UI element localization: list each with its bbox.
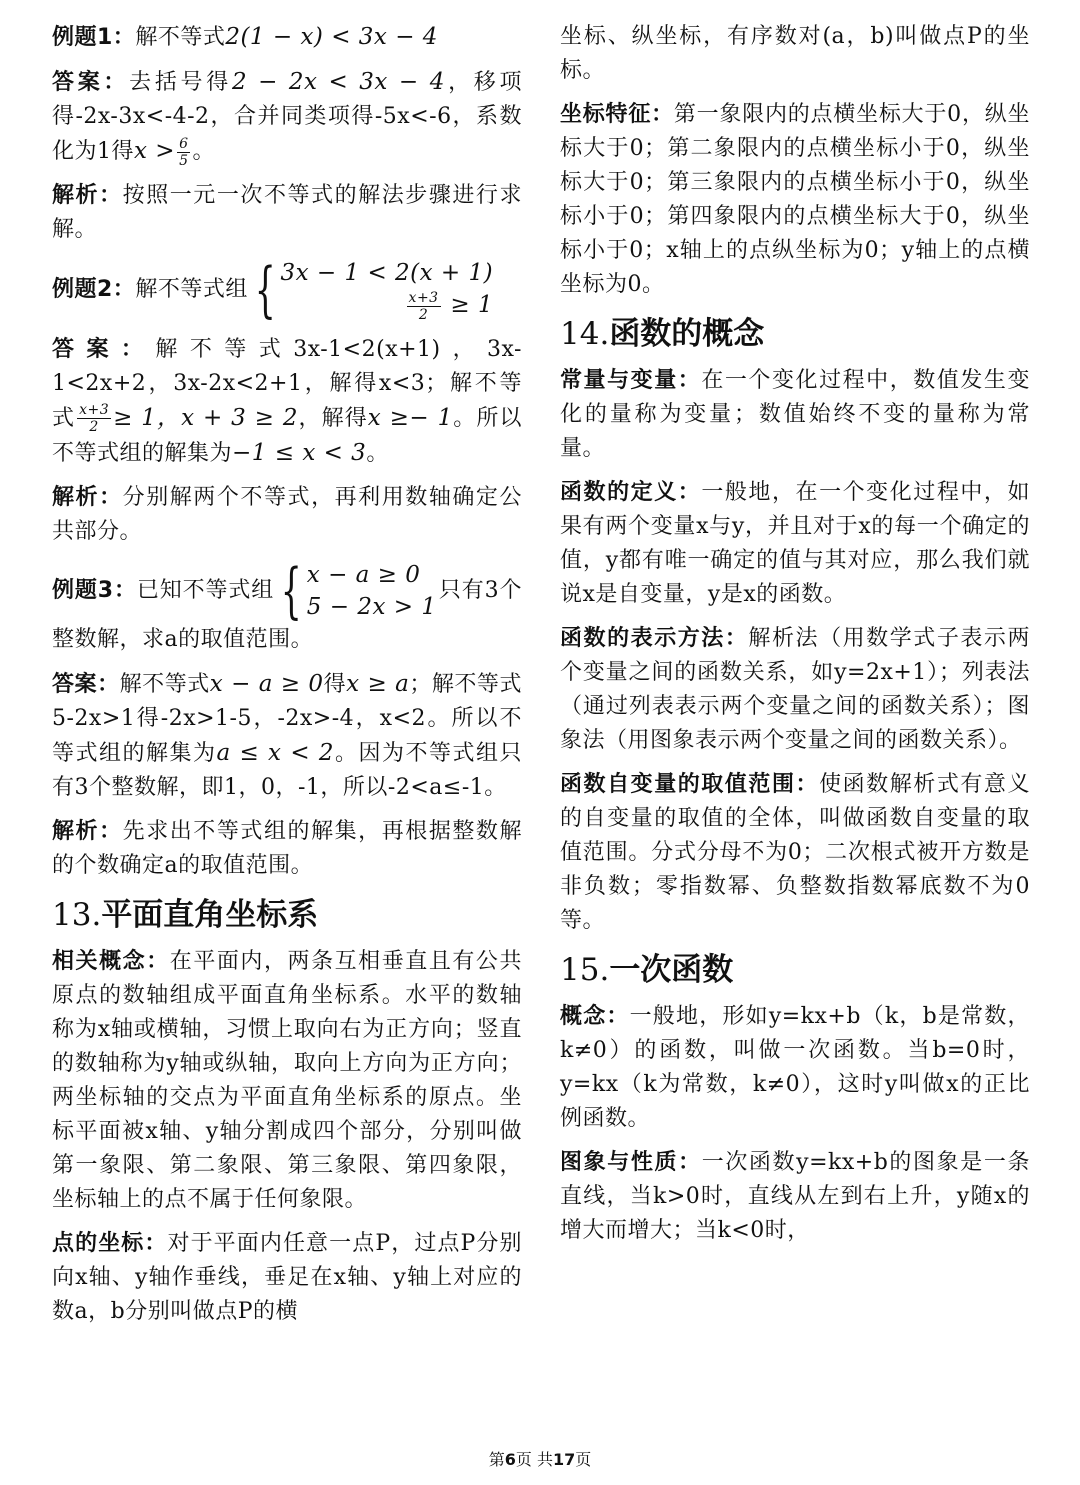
function-definition: 函数的定义：一般地，在一个变化过程中，如果有两个变量x与y，并且对于x的每一个确定的值，y都有唯一确定的值与其对应，那么我们就说x是自变量，y是x的函数。 [560, 480, 1030, 607]
page-total: 17 [552, 1450, 576, 1469]
function-representation: 函数的表示方法：解析法（用数学式子表示两个变量之间的函数关系，如y=2x+1）；列表法（通过列表表示两个变量之间的函数关系）；图象法（用图象表示两个变量之间的函数关系）。 [560, 626, 1030, 753]
constant-and-variable: 常量与变量：在一个变化过程中，数值发生变化的量称为变量；数值始终不变的量称为常量。 [560, 368, 1030, 461]
section-13-heading: 13.平面直角坐标系 [52, 896, 319, 933]
linear-function-concept: 概念：一般地，形如y=kx+b（k，b是常数，k≠0）的函数，叫做一次函数。当b=0时，y=kx（k为常数，k≠0），这时y叫做x的正比例函数。 [560, 1004, 1030, 1131]
left-column [52, 20, 522, 1339]
inequality-system: { 3x − 1 < 2(x + 1) $\frac{x+3}{2}$ ≥ 1 [254, 254, 494, 325]
section-14-heading: 14.函数的概念 [560, 316, 765, 352]
answer-1: 答案：去括号得2 − 2x < 3x − 4，移项得-2x-3x<-4-2，合并同类项得-5x<-6，系数化为1得x > $\frac{6}{5}$ 。 [52, 69, 522, 169]
page-footer: 第6页 共17页 [488, 1450, 592, 1469]
page-number: 6 [504, 1450, 516, 1469]
coordinate-feature: 坐标特征：第一象限内的点横坐标大于0，纵坐标大于0；第二象限内的点横坐标小于0，纵坐标大于0；第三象限内的点横坐标小于0，纵坐标小于0；第四象限内的点横坐标大于0，纵坐标小于0；x轴上的点纵坐标为0；y轴上的点横坐标为0。 [560, 102, 1030, 297]
answer-3: 答案：解不等式x − a ≥ 0得x ≥ a；解不等式5-2x>1得-2x>1-5，-2x>-4，x<2。所以不等式组的解集为a ≤ x < 2。因为不等式组只有3个整数解，即1，0，-1，所以-2<a≤-1。 [52, 670, 522, 800]
analysis-label: 解析： [52, 183, 123, 208]
inequality-system: { x − a ≥ 0 5 − 2x > 1 [280, 555, 437, 626]
fraction: $\frac{6}{5}$ [179, 135, 189, 169]
example-label: 例题2： [52, 276, 136, 302]
analysis-label: 解析： [52, 818, 123, 844]
analysis-3: 解析：先求出不等式组的解集，再根据整数解的个数确定a的取值范围。 [52, 818, 522, 878]
graph-and-properties: 图象与性质：一次函数y=kx+b的图象是一条直线，当k>0时，直线从左到右上升，y随x的增大而增大；当k<0时， [560, 1150, 1030, 1243]
section-15-heading: 15.一次函数 [560, 952, 734, 988]
fraction: $\frac{x+3}{2}$ [79, 402, 110, 435]
point-coordinate: 点的坐标：对于平面内任意一点P，过点P分别向x轴、y轴作垂线，垂足在x轴、y轴上对应的数a，b分别叫做点P的横 [52, 1230, 522, 1324]
analysis-label: 解析： [52, 484, 123, 510]
analysis-2: 解析：分别解两个不等式，再利用数轴确定公共部分。 [52, 484, 522, 544]
example-label: 例题1： [52, 25, 136, 50]
example-label: 例题3： [52, 577, 137, 603]
answer-label: 答案： [52, 671, 120, 697]
example-2: 例题2：解不等式组 { 3x − 1 < 2(x + 1) $\frac{x+3}{2}$ ≥ 1 [52, 254, 494, 325]
example-3: 例题3：已知不等式组 { x − a ≥ 0 5 − 2x > 1 只有3个整数解，求a的取值范围。 [52, 555, 522, 652]
point-coordinate-continued: 坐标、纵坐标，有序数对(a，b)叫做点P的坐标。 [560, 24, 1030, 83]
example-1: 例题1：解不等式2(1 − x) < 3x − 4 [52, 24, 438, 50]
answer-2: 答案：解不等式3x-1<2(x+1)，3x-1<2x+2，3x-2x<2+1，解得x<3；解不等式 $\frac{x+3}{2}$ ≥ 1，x + 3 ≥ 2，解得x ≥− 1。所以不等式组的解集为−1 ≤ x < 3。 [52, 336, 522, 466]
answer-label: 答案： [52, 70, 130, 95]
coordinate-concept: 相关概念：在平面内，两条互相垂直且有公共原点的数轴组成平面直角坐标系。水平的数轴称为x轴或横轴，习惯上取向右为正方向；竖直的数轴称为y轴或纵轴，取向上方向为正方向；两坐标轴的交点为平面直角坐标系的原点。坐标平面被x轴、y轴分割成四个部分，分别叫做第一象限、第二象限、第三象限、第四象限，坐标轴上的点不属于任何象限。 [52, 948, 522, 1212]
answer-label: 答案： [52, 336, 156, 362]
analysis-1: 解析：按照一元一次不等式的解法步骤进行求解。 [52, 183, 522, 242]
function-domain: 函数自变量的取值范围：使函数解析式有意义的自变量的取值的全体，叫做函数自变量的取值范围。分式分母不为0；二次根式被开方数是非负数；零指数幂、负整数指数幂底数不为0等。 [560, 772, 1030, 933]
right-column [560, 20, 1030, 1258]
